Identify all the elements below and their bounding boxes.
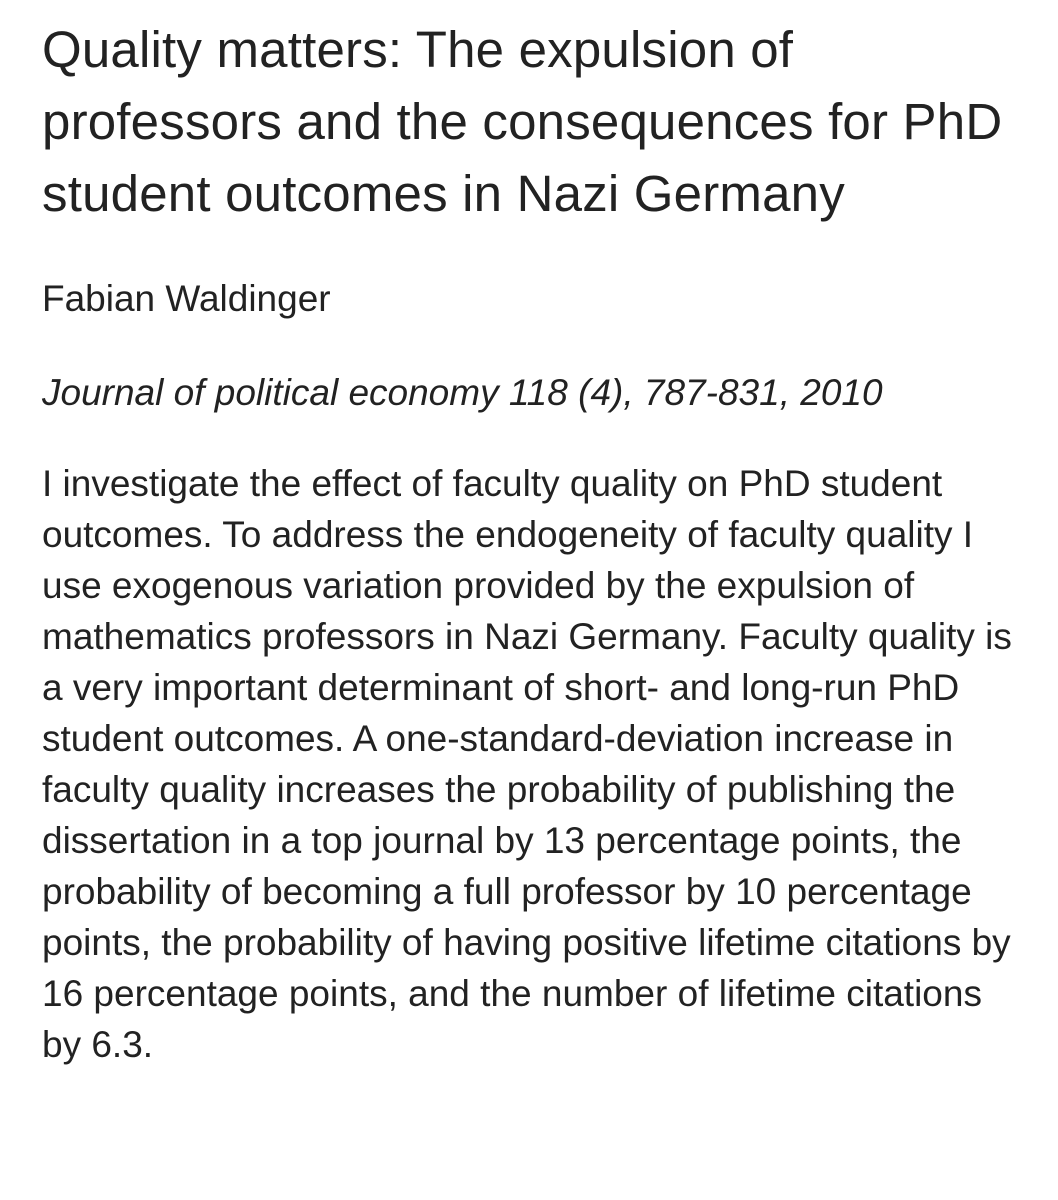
paper-author: Fabian Waldinger [42,278,331,319]
paper-title[interactable]: Quality matters: The expulsion of professors and the consequences for PhD student outcomes in Nazi Germany [42,21,1003,222]
paper-journal: Journal of political economy 118 (4), 787-831, 2010 [42,372,883,413]
paper-entry [42,14,1032,1070]
paper-abstract: I investigate the effect of faculty quality on PhD student outcomes. To address the endogeneity of faculty quality I use exogenous variation provided by the expulsion of mathematics professors in Nazi Germany. Faculty quality is a very important determinant of short- and long-run PhD student outcomes. A one-standard-deviation increase in faculty quality increases the probability of publishing the dissertation in a top journal by 13 percentage points, the probability of becoming a full professor by 10 percentage points, the probability of having positive lifetime citations by 16 percentage points, and the number of lifetime citations by 6.3. [42,463,1012,1065]
